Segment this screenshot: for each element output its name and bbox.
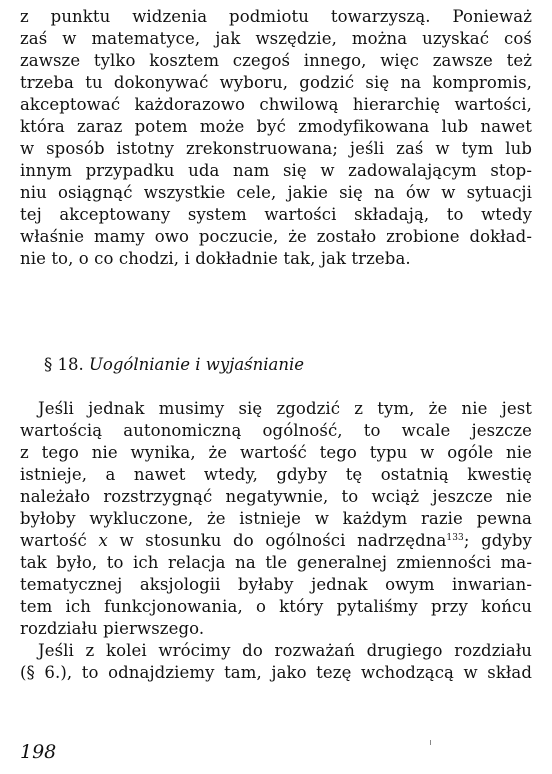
section-number: § 18. [44,355,84,374]
paragraph-2-line: tematycznej aksjologii byłaby jednak owym inwarian- [20,575,532,594]
paragraph-1-line: zaś w matematyce, jak wszędzie, można uzyskać coś [20,29,532,48]
paragraph-1-line: właśnie mamy owo poczucie, że zostało zrobione dokład- [20,227,532,246]
paragraph-1-line: tej akceptowany system wartości składają, to wtedy [20,205,532,224]
variable-x: x [98,531,108,550]
paragraph-1-line: nie to, o co chodzi, i dokładnie tak, jak trzeba. [20,249,411,268]
paragraph-1-line: niu osiągnąć wszystkie cele, jakie się na ów w sytuacji [20,183,532,202]
paragraph-1-line: trzeba tu dokonywać wyboru, godzić się na kompromis, [20,73,532,92]
print-speck [430,740,431,745]
paragraph-1-line: akceptować każdorazowo chwilową hierarchię wartości, [20,95,532,114]
paragraph-2-line: tak było, to ich relacja na tle generalnej zmienności ma- [20,553,532,572]
line-text: w stosunku do ogólności nadrzędna [119,531,447,550]
paragraph-2-line: rozdziału pierwszego. [20,619,205,638]
paragraph-1-line: z punktu widzenia podmiotu towarzyszą. Ponieważ [20,7,532,26]
paragraph-3-line: Jeśli z kolei wrócimy do rozważań drugiego rozdziału [38,641,532,660]
footnote-reference: 133 [446,533,464,543]
paragraph-2-line: Jeśli jednak musimy się zgodzić z tym, że nie jest [38,399,532,418]
paragraph-3-line: (§ 6.), to odnajdziemy tam, jako tezę wchodzącą w skład [20,663,532,682]
paragraph-2-line: istnieje, a nawet wtedy, gdyby tę ostatnią kwestię [20,465,532,484]
paragraph-1-line: innym przypadku uda nam się w zadowalającym stop- [20,161,532,180]
section-heading [44,354,304,376]
paragraph-2-line: wartością autonomiczną ogólność, to wcale jeszcze [20,421,532,440]
paragraph-2-line-with-footnote [20,530,532,552]
paragraph-1-line: w sposób istotny zrekonstruowana; jeśli zaś w tym lub [20,139,532,158]
paragraph-2-line: tem ich funkcjonowania, o który pytaliśmy przy końcu [20,597,532,616]
page-number: 198 [20,741,57,763]
line-text: ; gdyby [463,531,532,550]
paragraph-2-line: należało rozstrzygnąć negatywnie, to wciąż jeszcze nie [20,487,532,506]
line-text: wartość [20,531,87,550]
paragraph-1-line: zawsze tylko kosztem czegoś innego, więc zawsze też [20,51,532,70]
paragraph-1-line: która zaraz potem może być zmodyfikowana lub nawet [20,117,532,136]
paragraph-2-line: byłoby wykluczone, że istnieje w każdym razie pewna [20,509,532,528]
section-title: Uogólnianie i wyjaśnianie [89,355,305,374]
paragraph-2-line: z tego nie wynika, że wartość tego typu w ogóle nie [20,443,532,462]
